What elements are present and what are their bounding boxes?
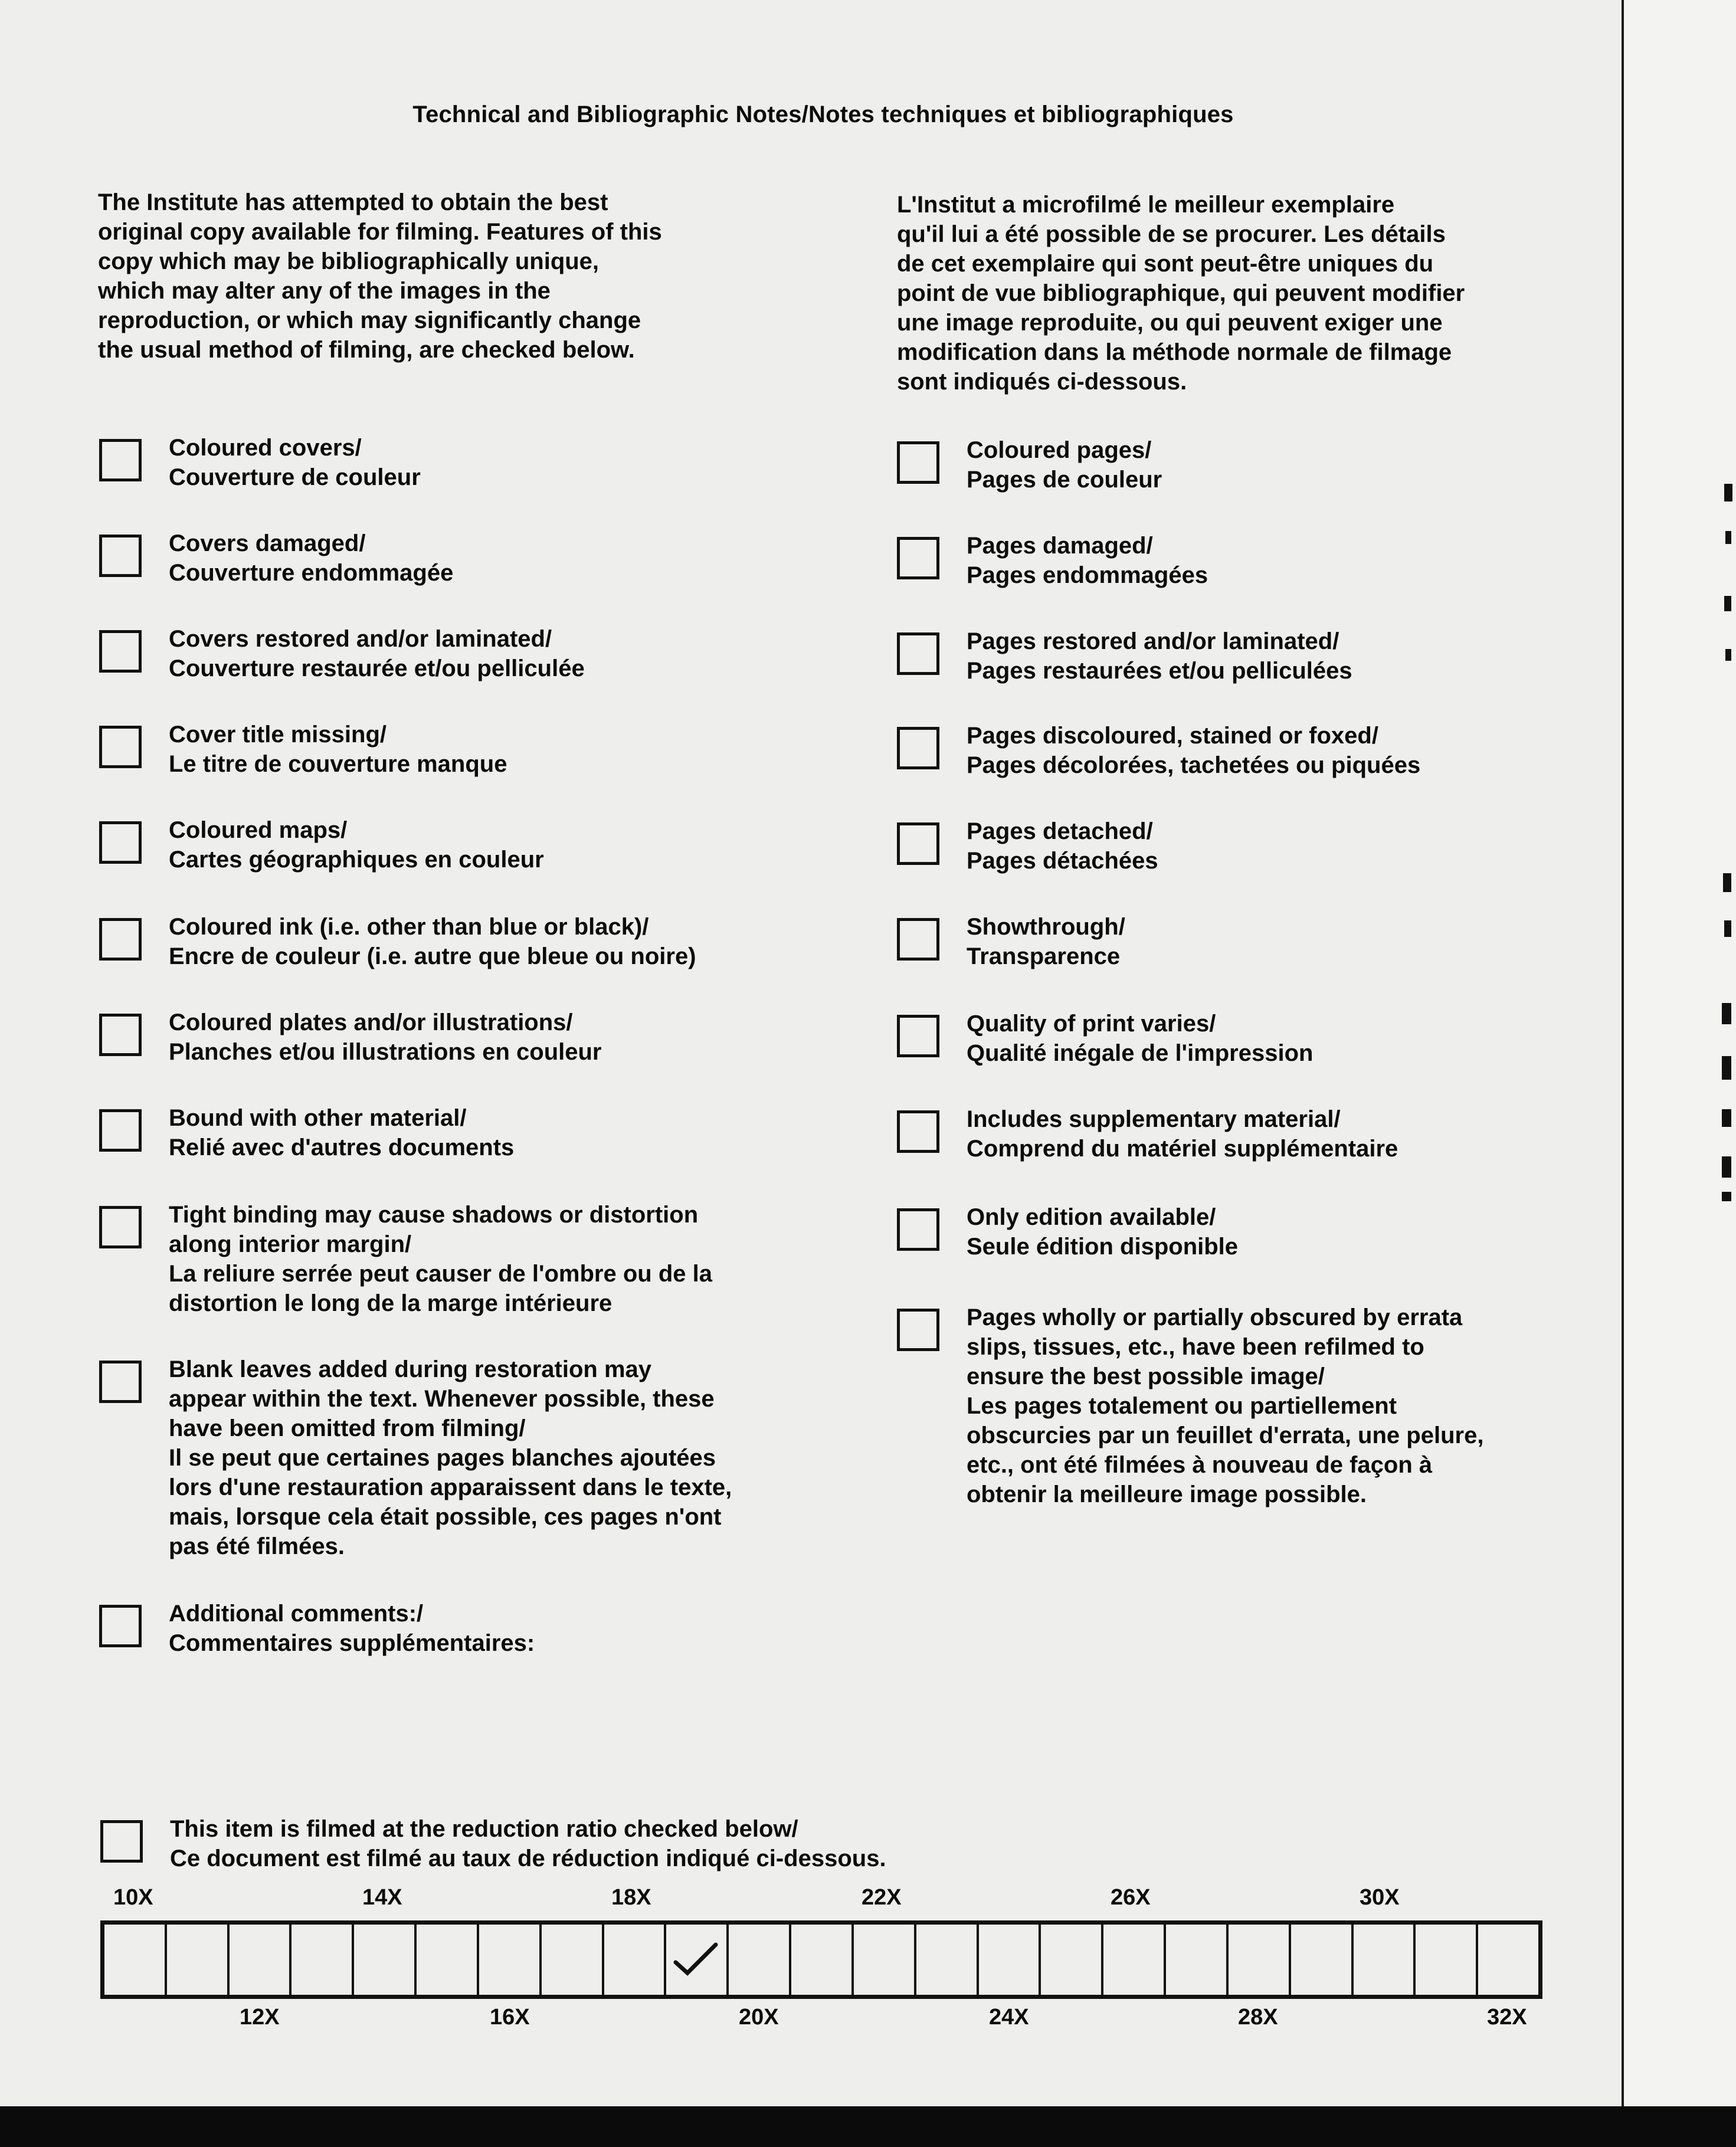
adjacent-page-edge <box>1622 0 1736 2106</box>
intro-fr-line: de cet exemplaire qui sont peut-être uniques du <box>897 251 1434 277</box>
left-checklist-label-line: Covers restored and/or laminated/ <box>169 626 552 652</box>
left-checklist-label-line: Bound with other material/ <box>169 1105 467 1131</box>
left-checklist-label-line: Couverture restaurée et/ou pelliculée <box>169 655 585 681</box>
right-checklist-label-line: etc., ont été filmées à nouveau de façon à <box>967 1452 1433 1478</box>
reduction-label <box>170 1814 886 1873</box>
right-checklist-label-line: Pages discoloured, stained or foxed/ <box>967 723 1378 749</box>
intro-en-line: the usual method of filming, are checked below. <box>98 337 635 363</box>
left-checklist-checkbox[interactable] <box>99 918 142 961</box>
intro-en-line: reproduction, or which may significantly change <box>98 307 641 333</box>
scale-cell[interactable] <box>729 1925 791 1995</box>
scale-cell[interactable] <box>979 1925 1041 1995</box>
reduction-scale <box>100 1920 1542 1999</box>
left-checklist-label-line: distortion le long de la marge intérieure <box>169 1290 612 1316</box>
scale-label-bottom: 24X <box>989 2005 1029 2030</box>
right-checklist-label-line: Pages endommagées <box>967 562 1208 588</box>
right-checklist-label-line: ensure the best possible image/ <box>967 1363 1325 1389</box>
scale-cell[interactable] <box>291 1925 354 1995</box>
intro-fr-line: une image reproduite, ou qui peuvent exiger une <box>897 310 1443 336</box>
scale-cell[interactable] <box>1041 1925 1103 1995</box>
left-checklist-label-line: Blank leaves added during restoration may <box>169 1356 652 1382</box>
edge-mark <box>1722 1056 1731 1080</box>
scale-cell[interactable] <box>1229 1925 1291 1995</box>
left-checklist-label-line: Le titre de couverture manque <box>169 751 507 777</box>
right-checklist-label-line: slips, tissues, etc., have been refilmed to <box>967 1334 1424 1360</box>
right-checklist-label-line: Comprend du matériel supplémentaire <box>967 1136 1398 1162</box>
right-checklist-checkbox[interactable] <box>897 1309 939 1351</box>
scale-label-top: 10X <box>113 1885 153 1910</box>
scale-label-bottom: 32X <box>1487 2005 1527 2030</box>
edge-mark <box>1722 1003 1731 1024</box>
right-checklist-label-line: Showthrough/ <box>967 914 1125 940</box>
right-checklist-label-line: Pages wholly or partially obscured by errata <box>967 1304 1463 1330</box>
right-checklist-label-line: Coloured pages/ <box>967 437 1152 463</box>
right-checklist-checkbox[interactable] <box>897 918 939 961</box>
edge-mark <box>1722 1192 1731 1201</box>
left-checklist-checkbox[interactable] <box>99 1206 142 1248</box>
right-checklist-label-line: Pages detached/ <box>967 818 1153 844</box>
right-checklist-label-line: Pages restored and/or laminated/ <box>967 628 1339 654</box>
right-checklist-label-line: Pages restaurées et/ou pelliculées <box>967 658 1352 684</box>
reduction-label-fr: Ce document est filmé au taux de réduction indiqué ci-dessous. <box>170 1846 886 1871</box>
right-checklist-label <box>967 627 1352 686</box>
right-checklist-checkbox[interactable] <box>897 822 939 865</box>
checkmark-icon <box>672 1935 719 1982</box>
left-checklist-label-line: pas été filmées. <box>169 1533 345 1559</box>
left-checklist-label-line: Il se peut que certaines pages blanches ajoutées <box>169 1445 716 1471</box>
scale-cell[interactable] <box>479 1925 542 1995</box>
left-checklist-label-line: Coloured ink (i.e. other than blue or black)/ <box>169 914 649 940</box>
right-checklist-label-line: Seule édition disponible <box>967 1234 1239 1260</box>
scale-cell[interactable] <box>230 1925 292 1995</box>
right-checklist-label-line: Includes supplementary material/ <box>967 1106 1341 1132</box>
left-checklist-label-line: Coloured plates and/or illustrations/ <box>169 1009 573 1035</box>
edge-mark <box>1725 531 1731 544</box>
right-checklist-label-line: Pages de couleur <box>967 467 1162 493</box>
left-checklist-label-line: Covers damaged/ <box>169 530 366 556</box>
scale-label-bottom: 20X <box>739 2005 779 2030</box>
right-checklist-label <box>967 1009 1313 1068</box>
right-checklist-label-line: Qualité inégale de l'impression <box>967 1040 1314 1066</box>
left-checklist-label-line: Tight binding may cause shadows or distortion <box>169 1202 699 1228</box>
scale-label-top: 14X <box>362 1885 402 1910</box>
edge-mark <box>1725 649 1731 661</box>
left-checklist-label <box>169 720 507 779</box>
left-checklist-label-line: Cover title missing/ <box>169 722 386 748</box>
left-checklist-checkbox[interactable] <box>99 1014 142 1056</box>
left-checklist-label-line: Coloured covers/ <box>169 435 362 461</box>
scale-label-top: 22X <box>862 1885 902 1910</box>
scale-cell[interactable] <box>854 1925 916 1995</box>
intro-fr-line: point de vue bibliographique, qui peuvent modifier <box>897 280 1465 306</box>
left-checklist-label <box>169 1599 535 1658</box>
right-checklist-label-line: Les pages totalement ou partiellement <box>967 1393 1397 1419</box>
left-checklist-label-line: Commentaires supplémentaires: <box>169 1630 535 1656</box>
right-checklist-label-line: Quality of print varies/ <box>967 1011 1216 1037</box>
scale-cell[interactable] <box>1416 1925 1478 1995</box>
edge-mark <box>1724 596 1731 611</box>
left-checklist-label <box>169 1200 712 1318</box>
left-checklist-label-line: Couverture endommagée <box>169 560 454 586</box>
intro-en-line: copy which may be bibliographically unique, <box>98 248 600 274</box>
edge-mark <box>1724 920 1731 937</box>
scale-cell[interactable] <box>354 1925 417 1995</box>
scale-label-top: 18X <box>611 1885 651 1910</box>
scale-label-top: 26X <box>1111 1885 1151 1910</box>
left-checklist-checkbox[interactable] <box>99 535 142 577</box>
scale-cell[interactable] <box>1103 1925 1166 1995</box>
left-checklist-label-line: have been omitted from filming/ <box>169 1415 526 1441</box>
left-checklist-label-line: along interior margin/ <box>169 1231 412 1257</box>
edge-mark <box>1722 1109 1731 1127</box>
right-checklist-checkbox[interactable] <box>897 441 939 484</box>
intro-fr-line: modification dans la méthode normale de filmage <box>897 339 1452 365</box>
left-checklist-label-line: appear within the text. Whenever possible, these <box>169 1386 715 1412</box>
left-checklist-checkbox[interactable] <box>99 1361 142 1403</box>
scale-cell[interactable] <box>1354 1925 1416 1995</box>
left-checklist-label <box>169 529 453 588</box>
intro-en-line: which may alter any of the images in the <box>98 278 551 304</box>
intro-fr-line: L'Institut a microfilmé le meilleur exemplaire <box>897 192 1395 218</box>
scale-cell[interactable] <box>916 1925 979 1995</box>
left-checklist-label <box>169 624 585 683</box>
left-checklist-label-line: Planches et/ou illustrations en couleur <box>169 1039 602 1065</box>
edge-mark <box>1724 484 1732 501</box>
page-title: Technical and Bibliographic Notes/Notes techniques et bibliographiques <box>412 101 1234 127</box>
edge-mark <box>1723 873 1731 892</box>
intro-en-line: The Institute has attempted to obtain the best <box>98 189 608 215</box>
reduction-checkbox[interactable] <box>100 1820 143 1863</box>
left-checklist-checkbox[interactable] <box>99 726 142 768</box>
right-checklist-label <box>967 531 1208 590</box>
left-checklist-label-line: Relié avec d'autres documents <box>169 1135 515 1161</box>
scale-label-bottom: 16X <box>490 2005 530 2030</box>
right-checklist-checkbox[interactable] <box>897 727 939 769</box>
scale-cell[interactable] <box>167 1925 230 1995</box>
edge-mark <box>1722 1156 1731 1178</box>
right-checklist-label <box>967 1104 1398 1163</box>
right-checklist-label-line: obscurcies par un feuillet d'errata, une pelure, <box>967 1422 1484 1448</box>
left-checklist-checkbox[interactable] <box>99 1109 142 1152</box>
scale-cell[interactable] <box>1291 1925 1354 1995</box>
scale-cell[interactable] <box>1478 1925 1538 1995</box>
left-checklist-label <box>169 912 696 971</box>
right-checklist-label-line: Pages damaged/ <box>967 533 1153 559</box>
right-checklist-label <box>967 817 1158 876</box>
left-checklist-label-line: lors d'une restauration apparaissent dans le texte, <box>169 1474 732 1500</box>
right-checklist-label <box>967 912 1125 971</box>
right-checklist-label <box>967 1202 1238 1261</box>
right-checklist-checkbox[interactable] <box>897 537 939 579</box>
left-checklist-label-line: Couverture de couleur <box>169 464 421 490</box>
intro-en-line: original copy available for filming. Features of this <box>98 219 662 245</box>
film-border <box>0 2106 1736 2147</box>
right-checklist-label <box>967 1303 1483 1509</box>
right-checklist-label-line: Only edition available/ <box>967 1204 1216 1230</box>
scale-cell[interactable] <box>104 1925 167 1995</box>
left-checklist-label <box>169 1355 732 1561</box>
left-checklist-label-line: Coloured maps/ <box>169 817 348 843</box>
left-checklist-label-line: Additional comments:/ <box>169 1601 424 1627</box>
right-checklist-label <box>967 721 1420 780</box>
scale-cell[interactable] <box>417 1925 479 1995</box>
scale-cell[interactable] <box>604 1925 667 1995</box>
reduction-label-en: This item is filmed at the reduction ratio checked below/ <box>170 1816 798 1842</box>
right-checklist-checkbox[interactable] <box>897 632 939 675</box>
left-checklist-label-line: La reliure serrée peut causer de l'ombre ou de la <box>169 1261 712 1287</box>
left-checklist-label <box>169 433 421 492</box>
left-checklist-label <box>169 1103 514 1162</box>
scale-label-bottom: 12X <box>240 2005 280 2030</box>
scale-label-bottom: 28X <box>1238 2005 1278 2030</box>
intro-fr-line: sont indiqués ci-dessous. <box>897 369 1187 395</box>
left-checklist-label-line: Encre de couleur (i.e. autre que bleue ou noire) <box>169 943 696 969</box>
intro-fr-line: qu'il lui a été possible de se procurer. Les détails <box>897 221 1446 247</box>
left-checklist-checkbox[interactable] <box>99 1605 142 1647</box>
scale-cell[interactable] <box>666 1925 729 1995</box>
right-checklist-label-line: Transparence <box>967 943 1121 969</box>
intro-english <box>98 188 662 365</box>
left-checklist-checkbox[interactable] <box>99 821 142 864</box>
right-checklist-checkbox[interactable] <box>897 1208 939 1251</box>
left-checklist-checkbox[interactable] <box>99 439 142 481</box>
scale-cell[interactable] <box>1166 1925 1229 1995</box>
right-checklist-label-line: Pages détachées <box>967 848 1158 874</box>
right-checklist-label <box>967 435 1162 494</box>
intro-french <box>897 190 1465 396</box>
right-checklist-checkbox[interactable] <box>897 1110 939 1153</box>
left-checklist-label <box>169 815 544 874</box>
scale-label-top: 30X <box>1360 1885 1400 1910</box>
right-checklist-label-line: obtenir la meilleure image possible. <box>967 1481 1367 1507</box>
left-checklist-label-line: mais, lorsque cela était possible, ces pages n'ont <box>169 1504 722 1530</box>
scale-cell[interactable] <box>542 1925 604 1995</box>
left-checklist-label <box>169 1008 602 1067</box>
right-checklist-label-line: Pages décolorées, tachetées ou piquées <box>967 752 1421 778</box>
left-checklist-label-line: Cartes géographiques en couleur <box>169 847 544 873</box>
left-checklist-checkbox[interactable] <box>99 630 142 673</box>
right-checklist-checkbox[interactable] <box>897 1015 939 1057</box>
scale-cell[interactable] <box>791 1925 854 1995</box>
